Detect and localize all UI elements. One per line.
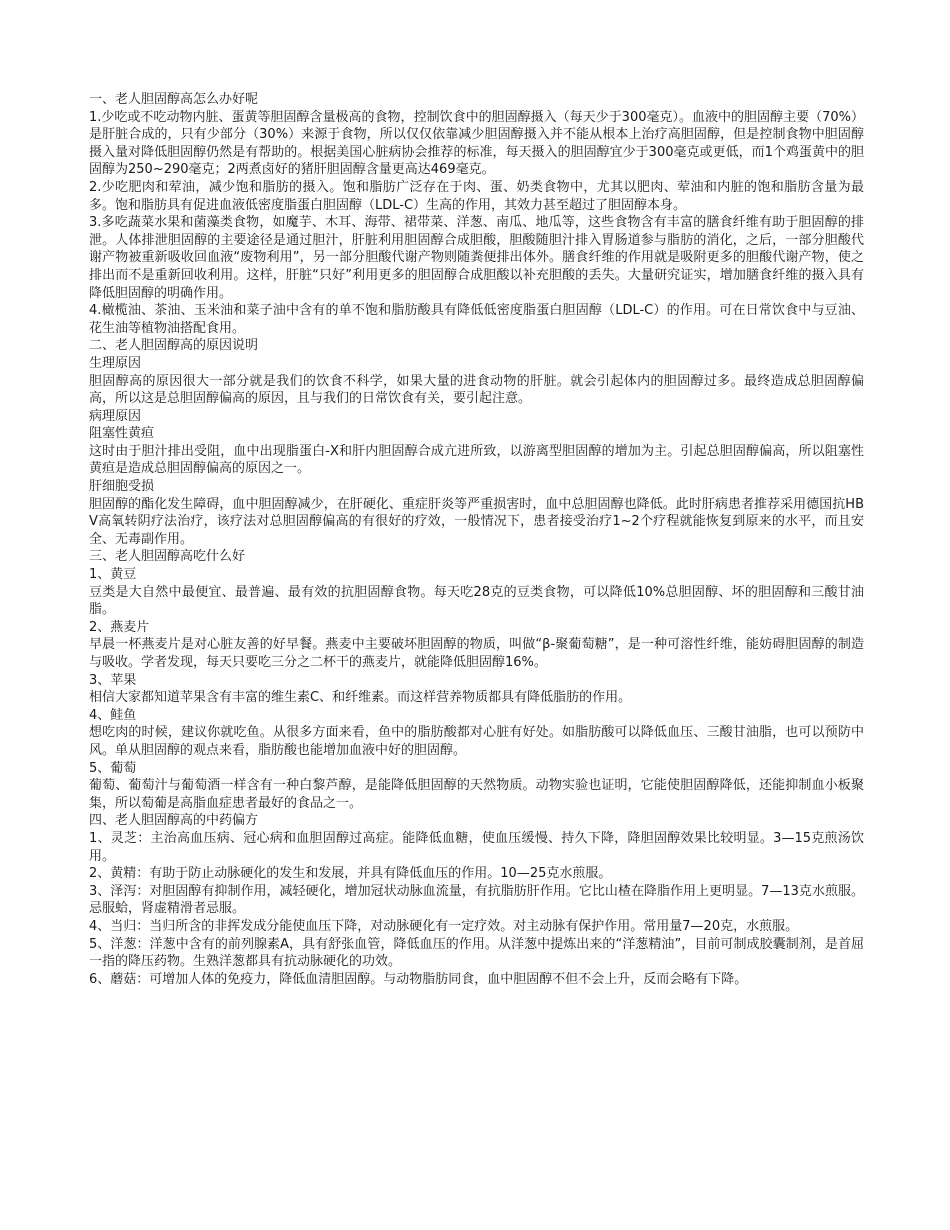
subheading: 5、葡萄: [89, 760, 137, 776]
paragraph: 2.少吃肥肉和荤油，减少饱和脂肪的摄入。饱和脂肪广泛存在于肉、蛋、奶类食物中，尤其以肥肉、荤油和内脏的饱和脂肪含量为最多。饱和脂肪具有促进血液低密度脂蛋白胆固醇（LDL-C）生高的作用，其效力甚至超过了胆固醇本身。: [89, 179, 864, 213]
paragraph: 4.橄榄油、茶油、玉米油和菜子油中含有的单不饱和脂肪酸具有降低低密度脂蛋白胆固醇（LDL-C）的作用。可在日常饮食中与豆油、花生油等植物油搭配食用。: [89, 303, 864, 336]
section-heading: 一、老人胆固醇高怎么办好呢: [89, 92, 259, 107]
subheading: 3、苹果: [89, 672, 137, 688]
section-heading: 四、老人胆固醇高的中药偏方: [89, 813, 259, 829]
paragraph: 5、洋葱：洋葱中含有的前列腺素A，具有舒张血管，降低血压的作用。从洋葱中提炼出来的“洋葱精油”，目前可制成胶囊制剂，是首屈一指的降压药物。生熟洋葱都具有抗动脉硬化的功效。: [89, 936, 864, 970]
paragraph: 4、当归：当归所含的非挥发成分能使血压下降，对动脉硬化有一定疗效。对主动脉有保护作用。常用量7—20克，水煎服。: [89, 918, 799, 934]
subheading: 4、鲑鱼: [89, 707, 137, 723]
subheading: 病理原因: [89, 408, 142, 424]
paragraph: 6、蘑菇：可增加人体的免疫力，降低血清胆固醇。与动物脂肪同食，血中胆固醇不但不会上升，反而会略有下降。: [89, 971, 748, 987]
paragraph: 这时由于胆汁排出受阻，血中出现脂蛋白-X和肝内胆固醇合成亢进所致，以游离型胆固醇的增加为主。引起总胆固醇偏高，所以阻塞性黄疸是造成总胆固醇偏高的原因之一。: [89, 443, 864, 477]
paragraph: 相信大家都知道苹果含有丰富的维生素C、和纤维素。而这样营养物质都具有降低脂肪的作用。: [89, 690, 632, 706]
section-heading: 三、老人胆固醇高吃什么好: [89, 549, 246, 565]
subheading: 阻塞性黄疸: [89, 426, 155, 442]
paragraph: 3、泽泻：对胆固醇有抑制作用，减轻硬化，增加冠状动脉血流量，有抗脂肪肝作用。它比山楂在降脂作用上更明显。7—13克水煎服。忌服蛤，肾虚精滑者忌服。: [89, 883, 864, 917]
paragraph: 想吃肉的时候，建议你就吃鱼。从很多方面来看，鱼中的脂肪酸都对心脏有好处。如脂肪酸可以降低血压、三酸甘油脂，也可以预防中风。单从胆固醇的观点来看，脂肪酸也能增加血液中好的胆固醇。: [89, 725, 864, 758]
paragraph: 3.多吃蔬菜水果和菌藻类食物，如魔芋、木耳、海带、裙带菜、洋葱、南瓜、地瓜等，这些食物含有丰富的膳食纤维有助于胆固醇的排泄。人体排泄胆固醇的主要途径是通过胆汁，肝脏利用胆固醇合成胆酸，胆酸随胆汁排入胃肠道参与脂肪的消化，之后，一部分胆酸代谢产物被重新吸收回血液“废物利用”，另一部分胆酸代谢产物则随粪便排出体外。膳食纤维的作用就是吸附更多的胆酸代谢产物，使之排出而不是重新回收利用。这样，肝脏“只好”利用更多的胆固醇合成胆酸以补充胆酸的丢失。大量研究证实，增加膳食纤维的摄入具有降低胆固醇的明确作用。: [89, 215, 864, 301]
section-heading: 二、老人胆固醇高的原因说明: [89, 338, 259, 354]
paragraph: 2、黄精：有助于防止动脉硬化的发生和发展，并具有降低血压的作用。10—25克水煎服。: [89, 866, 612, 882]
document-body: [89, 91, 864, 988]
paragraph: 葡萄、葡萄汁与葡萄酒一样含有一种白黎芦醇，是能降低胆固醇的天然物质。动物实验也证明，它能使胆固醇降低，还能抑制血小板聚集，所以萄葡是高脂血症患者最好的食品之一。: [89, 778, 864, 811]
paragraph: 1.少吃或不吃动物内脏、蛋黄等胆固醇含量极高的食物，控制饮食中的胆固醇摄入（每天少于300毫克）。血液中的胆固醇主要（70%）是肝脏合成的，只有少部分（30%）来源于食物，所以仅仅依靠减少胆固醇摄入并不能从根本上治疗高胆固醇，但是控制食物中胆固醇摄入量对降低胆固醇仍然是有帮助的。根据美国心脏病协会推荐的标准，每天摄入的胆固醇宜少于300毫克或更低，而1个鸡蛋黄中的胆固醇为250~290毫克；2两煮卤好的猪肝胆固醇含量更高达469毫克。: [89, 109, 864, 178]
paragraph: 胆固醇高的原因很大一部分就是我们的饮食不科学，如果大量的进食动物的肝脏。就会引起体内的胆固醇过多。最终造成总胆固醇偏高，所以这是总胆固醇偏高的原因，且与我们的日常饮食有关，要引起注意。: [89, 373, 864, 407]
subheading: 肝细胞受损: [89, 479, 155, 495]
paragraph: 胆固醇的酯化发生障碍，血中胆固醇减少，在肝硬化、重症肝炎等严重损害时，血中总胆固醇也降低。此时肝病患者推荐采用德国抗HBV高氧转阴疗法治疗，该疗法对总胆固醇偏高的有很好的疗效，一般情况下，患者接受治疗1~2个疗程就能恢复到原来的水平，而且安全、无毒副作用。: [89, 496, 864, 547]
subheading: 2、燕麦片: [89, 619, 150, 635]
subheading: 生理原因: [89, 355, 142, 371]
paragraph: 1、灵芝：主治高血压病、冠心病和血胆固醇过高症。能降低血糖，使血压缓慢、持久下降，降胆固醇效果比较明显。3—15克煎汤饮用。: [89, 830, 864, 864]
subheading: 1、黄豆: [89, 567, 137, 583]
paragraph: 早晨一杯燕麦片是对心脏友善的好早餐。燕麦中主要破坏胆固醇的物质，叫做“β-聚葡萄糖”，是一种可溶性纤维，能妨碍胆固醇的制造与吸收。学者发现，每天只要吃三分之二杯干的燕麦片，就能降低胆固醇16%。: [89, 637, 864, 670]
paragraph: 豆类是大自然中最便宜、最普遍、最有效的抗胆固醇食物。每天吃28克的豆类食物，可以降低10%总胆固醇、坏的胆固醇和三酸甘油脂。: [89, 584, 864, 618]
